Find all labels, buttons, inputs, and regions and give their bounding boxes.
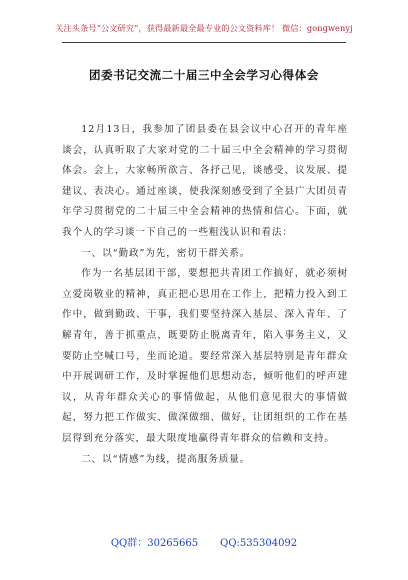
section-1-paragraph: 作为一名基层团干部，要想把共青团工作搞好，就必须树立爱岗敬业的精神，真正把心思用在工作上，把精力投入到工作中，做到勤政、干事，我们要坚持深入基层、深入青年、了解青年，善于抓重点，既要防止脱离青年，陷入事务主义，又要防止空喊口号，坐而论道。要经常深入基层特别是青年群众中开展调研工作，及时掌握他们思想动态，倾听他们的呼声建议，从青年群众关心的事情做起，从他们意见很大的事情做起，努力把工作做实、做深做细、做好，让团组织的工作在基层得到充分落实，最大限度地赢得青年群众的信赖和支持。: [62, 268, 348, 444]
intro-paragraph: 12月13日，我参加了团县委在县会议中心召开的青年座谈会，认真听取了大家对党的二十届三中全会精神的学习贯彻体会。会上，大家畅所欲言、各抒己见，谈感受、议发展、提建议、表决心。通过座谈，使我深刻感受到了全县广大团员青年学习贯彻党的二十届三中全会精神的热情和信心。下面，就我个人的学习谈一下自己的一些粗浅认识和看法：: [62, 124, 348, 238]
header-divider: [62, 42, 346, 43]
section-heading-2: 二、以“情感”为线，提高服务质量。: [81, 453, 251, 465]
document-title: 团委书记交流二十届三中全会学习心得体会: [89, 68, 319, 82]
footer-qq: QQ:535304092: [220, 538, 298, 549]
footer-qq-group: QQ群：30265665: [110, 538, 199, 549]
section-heading-1: 一、以“勤政”为先，密切干群关系。: [81, 247, 251, 259]
footer-contact: [0, 534, 408, 549]
document-body: [62, 120, 348, 470]
header-banner: 关注头条号“公文研究”，获得最新最全最专业的公文资料库！ 微信：gongwenyj: [55, 23, 353, 33]
